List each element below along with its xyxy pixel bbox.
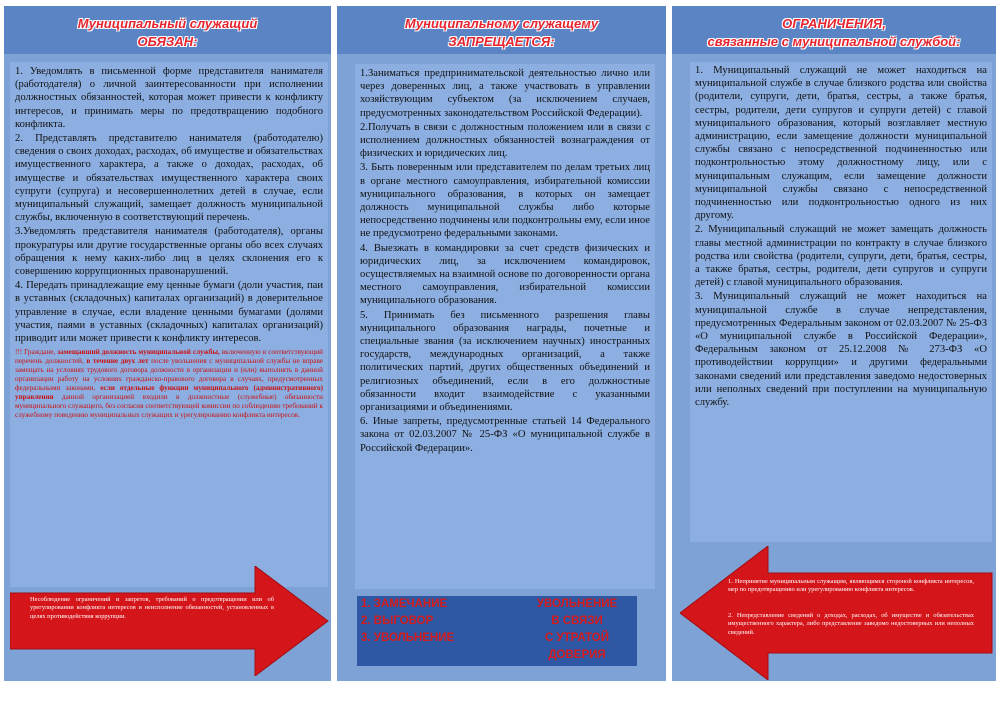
violation-arrow-text: Несоблюдение ограничений и запретов, требований о предотвращении или об урегулировании конфликта интересов и неисполнение обязанностей, установленных в целях противодействия коррупции.: [30, 596, 274, 620]
penalty-row: [357, 630, 637, 647]
prohibition-item: 6. Иные запреты, предусмотренные статьей 14 Федерального закона от 02.03.2007 № 25-ФЗ «О муниципальной службе в Российской Федерации».: [360, 416, 650, 454]
penalty-left: 2. ВЫГОВОР: [361, 615, 434, 627]
prohibition-item: 3. Быть поверенным или представителем по делам третьих лиц в органе местного самоуправления, избирательной комиссии муниципального образования, в которых он замещает должность муниципальной службы либо которые непосредственно подчинены или подконтрольны ему, если иное не предусмотрено федеральными законами.: [360, 162, 651, 240]
prohibition-item: 1.Заниматься предпринимательской деятельностью лично или через доверенных лиц, а также участвовать в управлении хозяйствующим субъектом (за исключением случаев, предусмотренных законодательством Российской Федерации).: [360, 68, 650, 119]
prohibition-item: 2.Получать в связи с должностным положением или в связи с исполнением должностных обязанностей вознаграждения от физических и юридических лиц.: [360, 121, 650, 160]
penalty-row: [357, 596, 637, 613]
prohibitions-title-line1: Муниципальному служащему: [404, 16, 599, 31]
penalty-right: ДОВЕРИЯ: [548, 649, 606, 661]
obligation-item: 2. Представлять представителю нанимателя (работодателю) сведения о своих доходах, расходах, об имуществе и обязательствах имущественного характера, а также о доходах, расходах, об имуществе и обязательствах имущественного характера своих супруги (супруга) и несовершеннолетних детей в случае, если муниципальный служащий, замещает должность муниципальной службы, включенную в соответствующий перечень.: [15, 133, 323, 224]
prohibitions-header: [337, 6, 666, 54]
penalty-row: [357, 647, 637, 664]
obligations-title-line1: Муниципальный служащий: [77, 16, 258, 31]
obligation-item: 3.Уведомлять представителя нанимателя (работодателя), органы прокуратуры или другие государственные органы обо всех случаях обращения к нему каких-либо лиц в целях склонения его к совершению коррупционных правонарушений.: [15, 226, 323, 278]
note-text-2: после увольнения с муниципальной службы не вправе замещать на условиях трудового договора должности в организации и (или) выполнять в данной организации работу на условиях гражданско-правового договора в случаях, предусмотренных федеральными законами,: [15, 357, 323, 393]
note-text-end: данной организацией входили в должностные (служебные) обязанности муниципального служащего, без согласия соответствующей комиссии по соблюдению требований к служебному поведению муниципальных служащих и урегулированию конфликта интересов.: [15, 393, 323, 420]
restriction-item: 2. Муниципальный служащий не может замещать должность главы местной администрации по контракту в случае близкого родства или свойства (родители, супруги, дети, братья, сестры, а также братья, сестры, родители, дети супругов и супруги детей) с главой муниципального образования.: [695, 224, 987, 289]
prohibition-item: 4. Выезжать в командировки за счет средств физических и юридических лиц, за исключением командировок, осуществляемых на взаимной основе по договоренности органа местного самоуправления, избирательной комиссии муниципального образования.: [360, 242, 650, 307]
restriction-item: 3. Муниципальный служащий не может находиться на муниципальной службе в случае непредставления, предусмотренных Федеральным законом от 02.03.2007 № 25-ФЗ «О муниципальной службе в Российской Федерации», Федеральным законом от 25.12.2008 № 273-ФЗ «О противодействии коррупции» и другими федеральными законами сведений или представления заведомо недостоверных или неполных сведений при поступлении на муниципальную службу.: [695, 291, 987, 409]
prohibition-item: 5. Принимать без письменного разрешения главы муниципального образования награды, почетные и специальные звания (за исключением научных) иностранных государств, международных организаций, а также политических партий, других общественных объединений и религиозных объединений, если в его должностные обязанности входит взаимодействие с указанными организациями и объединениями.: [360, 309, 650, 414]
restriction-arrow-text-1: 1. Непринятие муниципальным служащим, являющимся стороной конфликта интересов, мер по предотвращению или урегулированию конфликта интересов.: [728, 578, 974, 594]
prohibitions-text-box: [355, 64, 655, 589]
penalty-row: [357, 613, 637, 630]
penalties-box: [357, 596, 637, 666]
restriction-item: 1. Муниципальный служащий не может находиться на муниципальной службе в случае близкого родства или свойства (родители, супруги, дети, братья, сестры, а также братья, сестры, родители, дети супругов и супруги детей) с главой муниципального образования, который возглавляет местную администрацию, если замещение должности муниципальной службы связано с непосредственной подчиненностью или подконтрольностью этому должностному лицу, или с муниципальным служащим, если замещение должности муниципальной службы связано с непосредственной подчиненностью или подконтрольностью одного из них другому.: [695, 65, 987, 222]
note-bold-1: замещавший должность муниципальной службы,: [57, 348, 220, 357]
penalty-right: УВОЛЬНЕНИЕ: [536, 598, 618, 610]
note-prefix: !!! Граждане,: [15, 348, 58, 357]
obligations-header: [4, 6, 331, 54]
restrictions-header: [672, 6, 996, 54]
former-employee-note: [15, 348, 323, 420]
penalty-left: 3. УВОЛЬНЕНИЕ: [361, 632, 455, 644]
restrictions-title-line1: ОГРАНИЧЕНИЯ,: [782, 16, 886, 31]
obligation-item: 4. Передать принадлежащие ему ценные бумаги (доли участия, паи в уставных (складочных) капиталах организаций) в доверительное управление в случае, если владение ценными бумагами (долями участия, паями в уставных (складочных) капиталах организаций) приводит или может привести к конфликту интересов.: [15, 280, 323, 345]
obligations-text-box: [10, 62, 328, 587]
penalty-right: С УТРАТОЙ: [544, 632, 610, 644]
column-obligations: [4, 6, 331, 681]
restriction-arrow-text-2: 2. Непредставление сведений о доходах, расходах, об имуществе и обязательствах имущественного характера, либо представление заведомо недостоверных или неполных сведений.: [728, 612, 974, 636]
restrictions-text-box: [690, 62, 992, 542]
restrictions-title-line2: связанные с муниципальной службой:: [707, 34, 961, 49]
note-bold-2: в течение двух лет: [86, 357, 149, 366]
note-bold-3: если отдельные функции муниципального (административного) управления: [15, 384, 324, 402]
penalty-right: В СВЯЗИ: [551, 615, 603, 627]
page-bottom-margin: [0, 683, 1000, 707]
note-text-1: включенную в соответствующий перечень должностей,: [15, 348, 323, 366]
prohibitions-title-line2: ЗАПРЕЩАЕТСЯ:: [448, 34, 555, 49]
obligation-item: 1. Уведомлять в письменной форме представителя нанимателя (работодателя) о личной заинтересованности при исполнении должностных обязанностей, которая может привести к конфликту интересов, и принимать меры по предотвращению подобного конфликта.: [15, 66, 323, 130]
obligations-title-line2: ОБЯЗАН:: [137, 34, 198, 49]
column-prohibitions: [337, 6, 666, 681]
column-restrictions: [672, 6, 996, 681]
penalty-left: 1. ЗАМЕЧАНИЕ: [361, 598, 448, 610]
